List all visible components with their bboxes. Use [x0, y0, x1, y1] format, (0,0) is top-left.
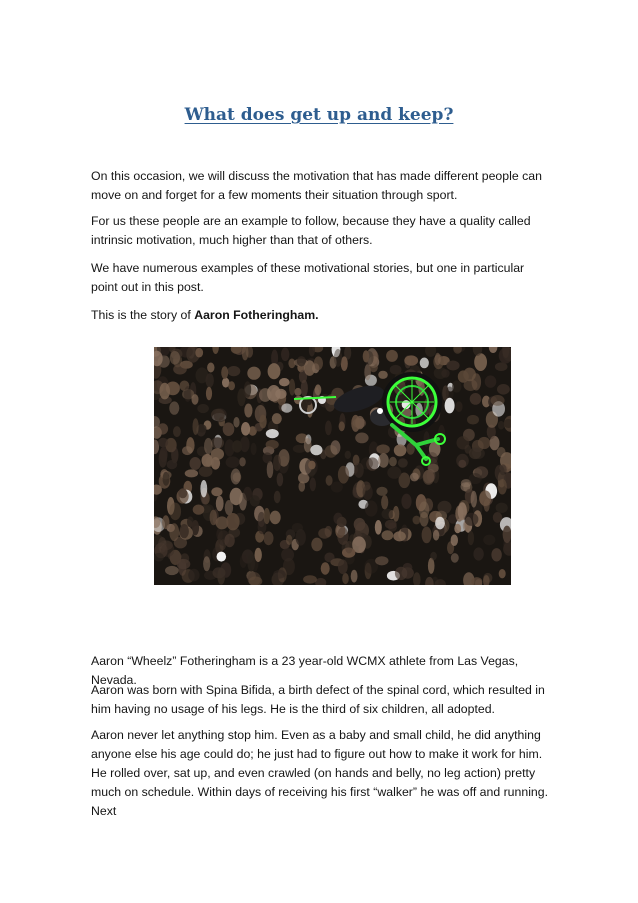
crowd-spectator [274, 491, 281, 503]
crowd-spectator [262, 452, 272, 463]
photo-illustration [154, 347, 511, 585]
crowd-spectator [288, 359, 295, 369]
crowd-spectator [308, 461, 315, 470]
crowd-spectator [430, 552, 437, 561]
crowd-spectator [195, 348, 203, 358]
crowd-spectator [318, 528, 331, 539]
crowd-spectator [401, 494, 411, 509]
crowd-spectator [493, 512, 502, 523]
crowd-spectator [499, 569, 506, 578]
crowd-spectator [381, 495, 388, 509]
crowd-spectator [468, 531, 474, 546]
crowd-spectator [455, 401, 462, 412]
crowd-spectator [226, 513, 239, 530]
crowd-spectator [446, 361, 459, 371]
crowd-spectator [378, 371, 388, 379]
crowd-spectator [345, 541, 353, 553]
rider-detail [377, 408, 383, 414]
crowd-spectator [299, 481, 306, 492]
crowd-spectator [458, 370, 469, 382]
paragraph-motivational-stories: We have numerous examples of these motivational stories, but one in particular point out in this post. [91, 261, 525, 294]
crowd-spectator [193, 505, 205, 515]
crowd-spectator [354, 518, 366, 531]
crowd-spectator [163, 472, 170, 486]
crowd-spectator [158, 438, 168, 447]
paragraph-intro: On this occasion, we will discuss the motivation that has made different people can move on and forget for a few moments their situation through sport. [91, 169, 542, 202]
crowd-spectator [211, 487, 222, 496]
crowd-spectator [170, 503, 182, 521]
crowd-spectator [398, 458, 408, 467]
crowd-spectator [389, 457, 397, 467]
crowd-spectator [393, 531, 406, 541]
crowd-spectator [199, 466, 213, 477]
crowd-spectator [159, 447, 167, 462]
crowd-spectator [354, 463, 364, 478]
crowd-spectator [388, 522, 397, 532]
crowd-spectator [433, 530, 439, 541]
crowd-spectator [382, 509, 394, 520]
crowd-spectator [206, 373, 214, 387]
crowd-spectator [281, 403, 292, 412]
crowd-spectator [200, 480, 207, 497]
crowd-spectator [495, 362, 508, 371]
crowd-spectator [376, 487, 387, 496]
crowd-spectator [474, 353, 487, 371]
crowd-spectator [419, 501, 429, 518]
crowd-spectator [378, 453, 389, 467]
crowd-spectator [170, 351, 180, 365]
crowd-spectator [473, 547, 483, 560]
crowd-spectator [503, 526, 511, 543]
crowd-spectator [225, 500, 233, 515]
crowd-spectator [435, 517, 445, 530]
crowd-spectator [424, 431, 430, 447]
crowd-spectator [206, 387, 212, 400]
crowd-spectator [193, 418, 199, 435]
crowd-spectator [227, 366, 240, 376]
crowd-spectator [294, 388, 301, 396]
crowd-spectator [472, 448, 485, 459]
crowd-spectator [259, 415, 266, 429]
document-title: What does get up and keep? [184, 105, 454, 125]
crowd-spectator [177, 559, 191, 569]
crowd-spectator [241, 422, 250, 436]
crowd-spectator [434, 367, 447, 379]
crowd-spectator [451, 535, 458, 546]
story-intro-text: This is the story of [91, 308, 195, 322]
crowd-spectator [216, 496, 224, 511]
crowd-spectator [376, 444, 389, 454]
crowd-spectator [342, 573, 349, 584]
crowd-spectator [445, 398, 455, 414]
crowd-spectator [270, 511, 281, 525]
crowd-spectator [413, 516, 421, 525]
crowd-spectator [485, 375, 497, 387]
crowd-spectator [410, 473, 419, 482]
crowd-spectator [479, 490, 491, 506]
crowd-spectator [301, 380, 308, 397]
crowd-spectator [386, 350, 398, 362]
crowd-spectator [275, 389, 286, 399]
crowd-spectator [471, 491, 477, 508]
crowd-spectator [497, 384, 510, 395]
crowd-spectator [422, 527, 432, 544]
crowd-spectator [458, 460, 466, 468]
crowd-spectator [211, 448, 224, 460]
crowd-spectator [239, 457, 246, 466]
crowd-spectator [351, 415, 360, 432]
crowd-spectator [255, 548, 262, 562]
crowd-spectator [224, 534, 234, 548]
crowd-spectator [498, 421, 504, 430]
crowd-spectator [264, 531, 274, 545]
crowd-spectator [325, 421, 332, 436]
crowd-spectator [387, 466, 401, 478]
crowd-spectator [339, 421, 345, 431]
crowd-spectator [310, 478, 316, 492]
crowd-spectator [243, 487, 252, 501]
crowd-spectator [228, 381, 235, 390]
crowd-spectator [266, 429, 279, 438]
crowd-spectator [438, 501, 452, 514]
crowd-spectator [498, 479, 507, 495]
crowd-spectator [188, 569, 199, 582]
crowd-spectator [264, 508, 271, 524]
crowd-spectator [223, 422, 235, 436]
paragraph-never-stop: Aaron never let anything stop him. Even as a baby and small child, he did anything anyone else his age could do; he just had to figure out how to make it work for him. He rolled over, sat up, and even crawled (on hands and belly, no leg action) pretty much on schedule. Within days of receiving his first “walker” he was off and running. Next [91, 728, 549, 818]
crowd-spectator [326, 475, 333, 485]
crowd-spectator [497, 447, 506, 457]
athlete-name: Aaron Fotheringham. [194, 308, 319, 322]
paragraph-athlete-bio: Aaron “Wheelz” Fotheringham is a 23 year-old WCMX athlete from Las Vegas, Nevada. [91, 654, 519, 687]
crowd-spectator [211, 409, 225, 421]
crowd-spectator [420, 358, 429, 369]
crowd-spectator [362, 481, 371, 490]
crowd-spectator [303, 575, 317, 583]
paragraph-spina-bifida: Aaron was born with Spina Bifida, a birth defect of the spinal cord, which resulted in him having no usage of his legs. He is the third of six children, all adopted. [91, 683, 545, 716]
paragraph-story-intro [91, 306, 551, 325]
crowd-spectator [237, 388, 245, 406]
crowd-spectator [197, 404, 209, 413]
crowd-spectator [395, 567, 407, 580]
crowd-spectator [213, 567, 226, 578]
crowd-spectator [173, 364, 187, 374]
crowd-spectator [394, 444, 407, 456]
crowd-spectator [233, 417, 239, 428]
crowd-spectator [366, 457, 378, 470]
crowd-spectator [240, 555, 247, 568]
crowd-spectator [221, 366, 228, 379]
crowd-spectator [162, 515, 169, 529]
crowd-spectator [226, 456, 240, 468]
crowd-spectator [311, 538, 322, 552]
crowd-spectator [167, 460, 178, 469]
crowd-spectator [159, 383, 170, 400]
crowd-spectator [338, 559, 348, 574]
paragraph-example: For us these people are an example to follow, because they have a quality called intrinsic motivation, much higher than that of others. [91, 214, 531, 247]
crowd-spectator [423, 470, 435, 485]
crowd-spectator [393, 506, 400, 522]
crowd-spectator [365, 500, 378, 516]
crowd-spectator [483, 535, 495, 546]
crowd-spectator [470, 393, 482, 405]
crowd-spectator [211, 437, 224, 449]
crowd-spectator [165, 566, 179, 575]
crowd-spectator [231, 469, 241, 485]
crowd-spectator [279, 378, 290, 386]
crowd-spectator [315, 384, 322, 395]
crowd-spectator [375, 520, 382, 535]
crowd-spectator [452, 380, 462, 392]
crowd-spectator [304, 360, 315, 376]
crowd-spectator [154, 553, 164, 562]
crowd-spectator [324, 553, 334, 563]
crowd-spectator [345, 451, 351, 459]
crowd-spectator [273, 455, 281, 471]
crowd-spectator [467, 415, 479, 425]
crowd-spectator [451, 553, 459, 563]
crowd-spectator [281, 548, 294, 561]
crowd-spectator [334, 349, 342, 367]
crowd-spectator [185, 469, 198, 477]
crowd-spectator [337, 517, 347, 527]
crowd-spectator [321, 562, 330, 574]
crowd-spectator [178, 488, 187, 498]
crowd-spectator [382, 530, 394, 540]
crowd-spectator [267, 461, 274, 478]
crowd-spectator [454, 524, 461, 534]
crowd-spectator [198, 424, 207, 432]
crowd-spectator [330, 440, 340, 454]
crowd-spectator [355, 433, 368, 444]
crowd-spectator [338, 466, 349, 484]
crowd-spectator [277, 473, 284, 487]
crowd-spectator [180, 524, 189, 538]
crowd-spectator [272, 413, 282, 424]
crowd-spectator [491, 548, 501, 561]
crowd-spectator [190, 457, 201, 470]
crowd-spectator [310, 445, 322, 456]
crowd-spectator [244, 404, 252, 418]
crowd-spectator [375, 556, 388, 565]
crowd-spectator [268, 363, 281, 379]
crowd-spectator [491, 395, 505, 406]
crowd-spectator [289, 379, 295, 396]
crowd-spectator [464, 513, 478, 526]
crowd-spectator [286, 535, 292, 545]
crowd-spectator [232, 440, 242, 452]
crowd-spectator [182, 446, 193, 455]
crowd-spectator [266, 440, 279, 449]
crowd-spectator [169, 401, 179, 414]
crowd-spectator [363, 350, 370, 362]
crowd-spectator [351, 570, 358, 583]
crowd-spectator [469, 473, 482, 484]
crowd-spectator [404, 355, 418, 365]
crowd-spectator [207, 363, 214, 373]
crowd-spectator [496, 503, 508, 513]
crowd-spectator [169, 523, 179, 541]
crowd-spectator [203, 556, 210, 571]
crowd-spectator [161, 543, 174, 557]
crowd-spectator [281, 348, 289, 362]
crowd-spectator [217, 552, 227, 562]
crowd-spectator [173, 426, 181, 437]
crowd-spectator [184, 386, 191, 402]
crowd-spectator [296, 529, 306, 546]
crowd-spectator [435, 353, 441, 365]
crowd-spectator [251, 443, 257, 455]
crowd-spectator [457, 436, 470, 449]
crowd-spectator [273, 570, 286, 579]
wheelchair-backflip-photo [154, 347, 511, 585]
crowd-spectator [247, 367, 260, 380]
crowd-spectator [331, 482, 343, 493]
